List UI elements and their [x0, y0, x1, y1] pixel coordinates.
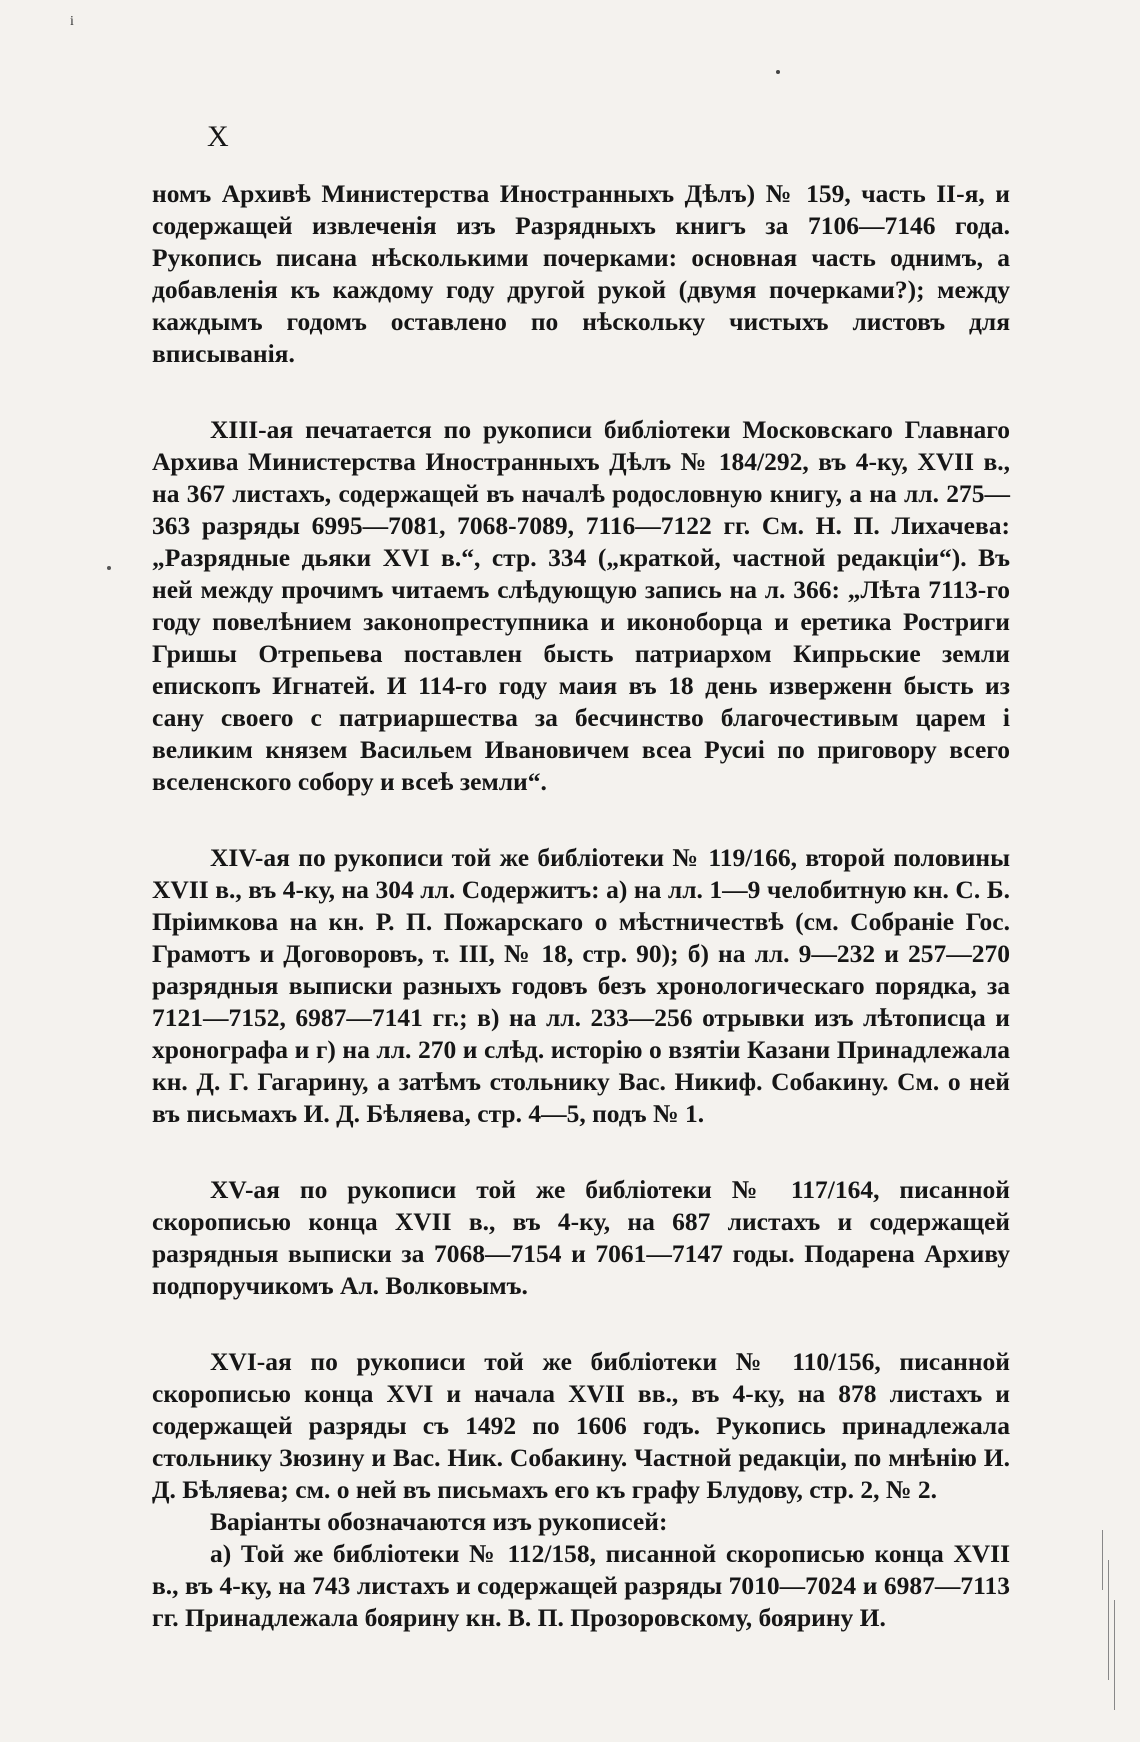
paragraph-variant-a: а) Той же библіотеки № 112/158, писанной скорописью конца XVII в., въ 4-ку, на 743 листахъ и содержащей разряды 7010—7024 и 6987—7113 гг. Принадлежала боярину кн. В. П. Прозоровскому, боярину И. [152, 1539, 1010, 1632]
ink-dot-top [776, 70, 780, 74]
paragraph-xiii: XIII-ая печатается по рукописи библіотеки Московскаго Главнаго Архива Министерства Иностранныхъ Дѣлъ № 184/292, въ 4-ку, XVII в., на 367 листахъ, содержащей въ началѣ родословную книгу, а на лл. 275—363 разряды 6995—7081, 7068-7089, 7116—7122 гг. См. Н. П. Лихачева: „Разрядные дьяки XVI в.“, стр. 334 („краткой, частной редакціи“). Въ ней между прочимъ читаемъ слѣдующую запись на л. 366: „Лѣта 7113-го году повелѣнием законопреступника и иконоборца и еретика Ростриги Гришы Отрепьева поставлен бысть патриархом Кипрьскиe земли епископъ Игнатей. И 114-го году маия въ 18 день изверженн бысть из сану своего с патриаршества за бесчинство благочестивым царем і великим князем Васильем Ивановичем всеа Русиі по приговору всего вселенского собору и всеѣ земли“. [152, 415, 1010, 796]
paragraph-xv: XV-ая по рукописи той же библіотеки № 117/164, писанной скорописью конца XVII в., въ 4-ку, на 687 листахъ и содержащей разрядныя выписки за 7068—7154 и 7061—7147 годы. Подарена Архиву подпоручикомъ Ал. Волковымъ. [152, 1175, 1010, 1300]
body-text [152, 178, 1010, 1634]
ink-dot-left [107, 566, 111, 570]
stray-mark: i [70, 14, 74, 29]
paragraph-variants-intro: Варіанты обозначаются изъ рукописей: [210, 1507, 668, 1536]
paragraph-xiv: XIV-ая по рукописи той же библіотеки № 119/166, второй половины XVII в., въ 4-ку, на 304 лл. Содержитъ: а) на лл. 1—9 челобитную кн. С. Б. Пріимкова на кн. Р. П. Пожарскаго о мѣстничествѣ (см. Собраніе Гос. Грамотъ и Договоровъ, т. III, № 18, стр. 90); б) на лл. 9—232 и 257—270 разрядныя выписки разныхъ годовъ безъ хронологическаго порядка, за 7121—7152, 6987—7141 гг.; в) на лл. 233—256 отрывки изъ лѣтописца и хронографа и г) на лл. 270 и слѣд. исторію о взятіи Казани Принадлежала кн. Д. Г. Гагарину, а затѣмъ стольнику Вас. Никиф. Собакину. См. о ней въ письмахъ И. Д. Бѣляева, стр. 4—5, подъ № 1. [152, 843, 1010, 1128]
page-number: X [207, 120, 230, 153]
paragraph-xvi: XVI-ая по рукописи той же библіотеки № 110/156, писанной скорописью конца XVI и начала XVII вв., въ 4-ку, на 878 листахъ и содержащей разряды съ 1492 по 1606 годъ. Рукопись принадлежала стольнику Зюзину и Вас. Ник. Собакину. Частной редакціи, по мнѣнію И. Д. Бѣляева; см. о ней въ письмахъ его къ графу Блудову, стр. 2, № 2. [152, 1347, 1010, 1504]
page-edge-marks [1100, 1530, 1120, 1720]
paragraph-continuation: номъ Архивѣ Министерства Иностранныхъ Дѣлъ) № 159, часть II-я, и содержащей извлеченія изъ Разрядныхъ книгъ за 7106—7146 года. Рукопись писана нѣсколькими почерками: основная часть однимъ, а добавленія къ каждому году другой рукой (двумя почерками?); между каждымъ годомъ оставлено по нѣскольку чистыхъ листовъ для вписыванія. [152, 179, 1010, 368]
